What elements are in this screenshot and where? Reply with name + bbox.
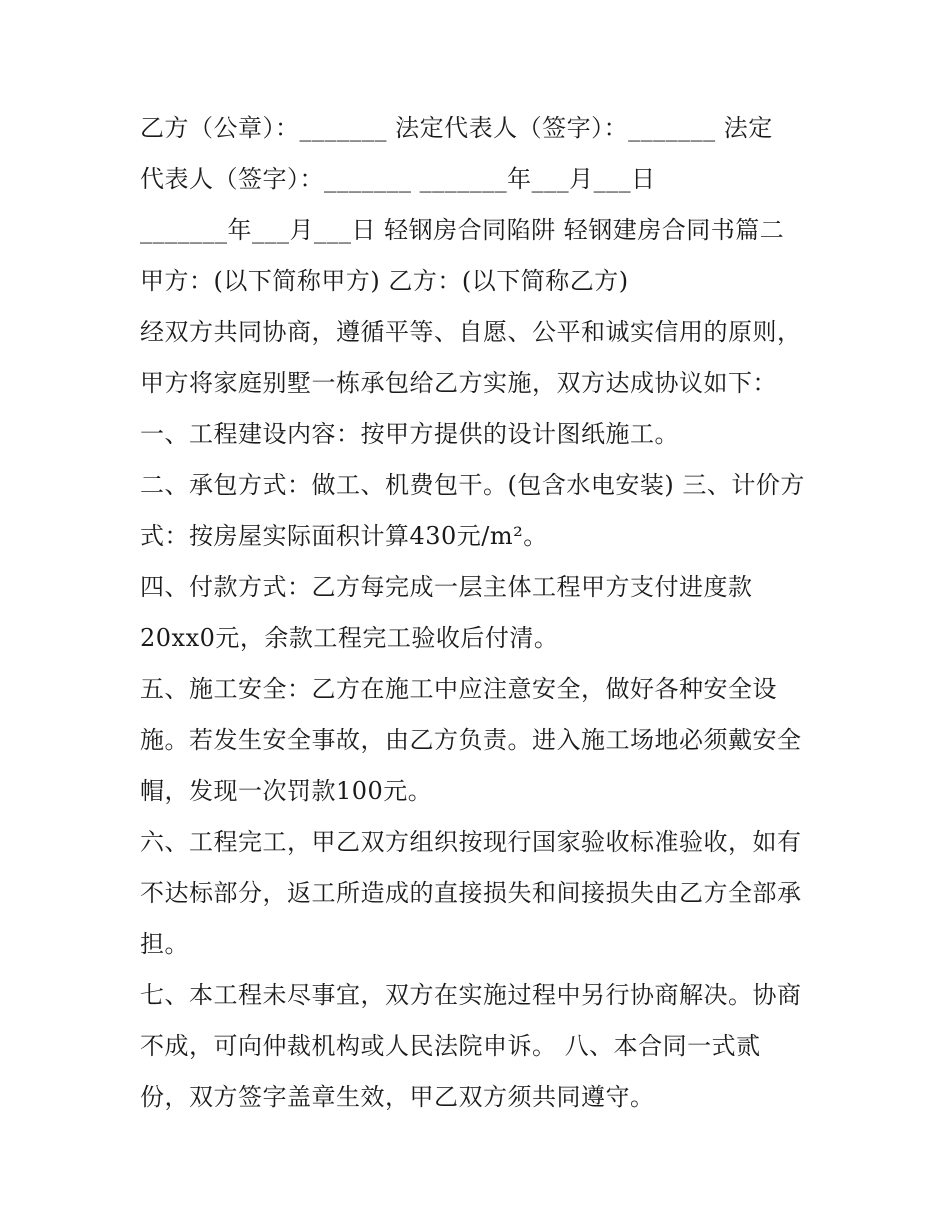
text-line-party-b-seal: 乙方（公章）：_______ 法定代表人（签字）：_______ 法定 [140, 114, 773, 142]
text-line-date-title: _______年___月___日 轻钢房合同陷阱 轻钢建房合同书篇二 [140, 216, 785, 244]
text-line-clause-6a: 六、工程完工，甲乙双方组织按现行国家验收标准验收，如有 [140, 828, 802, 856]
text-line-clause-1: 一、工程建设内容：按甲方提供的设计图纸施工。 [140, 420, 679, 448]
text-line-preamble-2: 甲方将家庭别墅一栋承包给乙方实施，双方达成协议如下： [140, 369, 777, 397]
text-line-clause-3: 式：按房屋实际面积计算430元/m²。 [140, 522, 548, 550]
text-line-clause-6c: 担。 [140, 930, 189, 958]
text-line-clause-8: 份，双方签字盖章生效，甲乙双方须共同遵守。 [140, 1083, 655, 1111]
text-line-parties: 甲方：(以下简称甲方) 乙方：(以下简称乙方) [140, 267, 629, 295]
text-line-clause-5b: 施。若发生安全事故，由乙方负责。进入施工场地必须戴安全 [140, 726, 802, 754]
text-line-clause-2: 二、承包方式：做工、机费包干。(包含水电安装) 三、计价方 [140, 471, 805, 499]
text-line-clause-4b: 20xx0元，余款工程完工验收后付清。 [140, 624, 559, 652]
text-line-clause-7b: 不成，可向仲裁机构或人民法院申诉。 八、本合同一式贰 [140, 1032, 761, 1060]
text-line-clause-5a: 五、施工安全：乙方在施工中应注意安全，做好各种安全设 [140, 675, 777, 703]
text-line-clause-4a: 四、付款方式：乙方每完成一层主体工程甲方支付进度款 [140, 573, 753, 601]
text-line-representative-date: 代表人（签字）：_______ _______年___月___日 [140, 165, 656, 193]
text-line-clause-5c: 帽，发现一次罚款100元。 [140, 777, 433, 805]
text-line-clause-6b: 不达标部分，返工所造成的直接损失和间接损失由乙方全部承 [140, 879, 802, 907]
text-line-preamble-1: 经双方共同协商，遵循平等、自愿、公平和诚实信用的原则， [140, 318, 802, 346]
text-line-clause-7a: 七、本工程未尽事宜，双方在实施过程中另行协商解决。协商 [140, 981, 802, 1009]
